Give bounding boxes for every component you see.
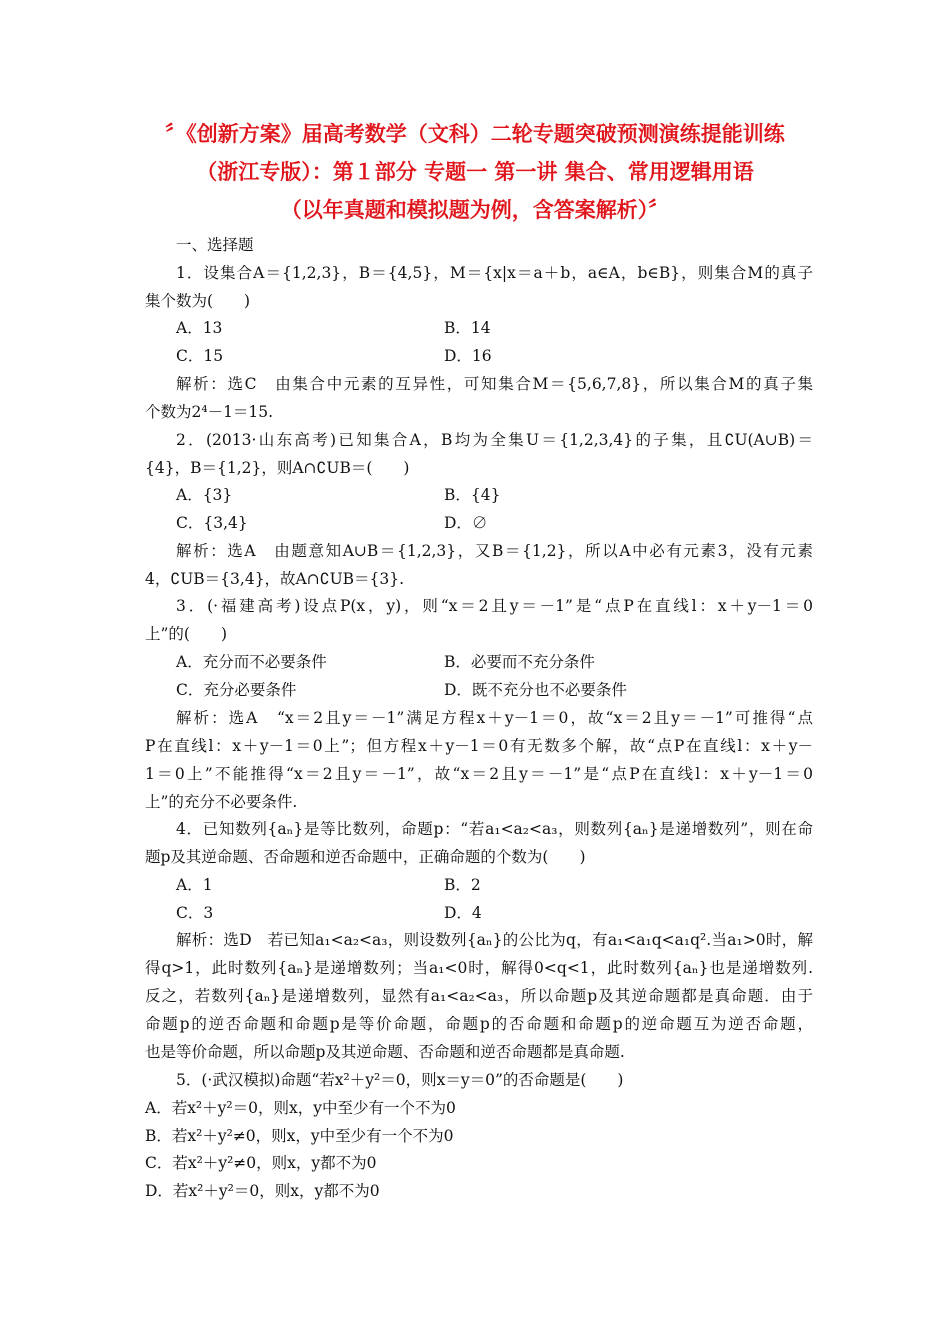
title-line-3: （以年真题和模拟题为例，含答案解析）〞 <box>280 197 670 222</box>
q3-solution-line-4: 上”的充分不必要条件. <box>145 793 298 811</box>
q1-option-c: C．15 <box>176 347 224 365</box>
q1-option-b: B．14 <box>444 319 491 337</box>
q2-option-a: A．{3} <box>176 486 233 504</box>
q2-stem-line-2: {4}，B＝{1,2}，则A∩∁UB＝( ) <box>145 459 410 477</box>
q1-option-a: A．13 <box>176 319 223 337</box>
q4-solution-line-1: 解析：选D 若已知a₁<a₂<a₃，则设数列{aₙ}的公比为q，有a₁<a₁q<a₁q².当a₁>0时，解 <box>176 931 813 949</box>
q1-stem-line-2: 集个数为( ) <box>145 292 251 310</box>
q5-option-c: C．若x²＋y²≠0，则x，y都不为0 <box>145 1154 377 1172</box>
q2-option-c: C．{3,4} <box>176 514 248 532</box>
q3-stem-line-2: 上”的( ) <box>145 625 228 643</box>
section-heading: 一、选择题 <box>176 236 254 254</box>
q5-stem-line-1: 5．(·武汉模拟)命题“若x²＋y²＝0，则x＝y＝0”的否命题是( ) <box>176 1071 624 1089</box>
q4-stem-line-2: 题p及其逆命题、否命题和逆否命题中，正确命题的个数为( ) <box>145 848 586 866</box>
q3-solution-line-2: P在直线l：x＋y－1＝0上”；但方程x＋y－1＝0有无数多个解，故“点P在直线l：x＋y－ <box>145 737 813 755</box>
q4-option-a: A．1 <box>176 876 213 894</box>
q3-option-b: B．必要而不充分条件 <box>444 653 595 671</box>
q5-option-d: D．若x²＋y²＝0，则x，y都不为0 <box>145 1182 380 1200</box>
q3-option-c: C．充分必要条件 <box>176 681 297 699</box>
title-line-1: 〞《创新方案》届高考数学（文科）二轮专题突破预测演练提能训练 <box>165 121 785 146</box>
q3-solution-line-1: 解析：选A “x＝2且y＝－1”满足方程x＋y－1＝0，故“x＝2且y＝－1”可推得“点 <box>176 709 813 727</box>
q4-solution-line-2: 得q>1，此时数列{aₙ}是递增数列；当a₁<0时，解得0<q<1，此时数列{aₙ}也是递增数列. <box>145 959 813 977</box>
q3-stem-line-1: 3．(·福建高考)设点P(x，y)，则“x＝2且y＝－1”是“点P在直线l：x＋y－1＝0 <box>176 597 813 615</box>
q2-option-d: D．∅ <box>444 514 488 532</box>
q2-option-b: B．{4} <box>444 486 501 504</box>
q4-solution-line-4: 命题p的逆否命题和命题p是等价命题，命题p的否命题和命题p的逆命题互为逆否命题， <box>145 1015 813 1033</box>
q1-option-d: D．16 <box>444 347 492 365</box>
q3-option-d: D．既不充分也不必要条件 <box>444 681 627 699</box>
title-line-2: （浙江专版）：第１部分 专题一 第一讲 集合、常用逻辑用语 <box>196 159 754 184</box>
q5-option-b: B．若x²＋y²≠0，则x，y中至少有一个不为0 <box>145 1127 454 1145</box>
q3-option-a: A．充分而不必要条件 <box>176 653 327 671</box>
q4-option-d: D．4 <box>444 904 482 922</box>
q1-stem-line-1: 1．设集合A＝{1,2,3}，B＝{4,5}，M＝{x|x＝a＋b，a∈A，b∈B}，则集合M的真子 <box>176 264 813 282</box>
q2-solution-line-2: 4，∁UB＝{3,4}，故A∩∁UB＝{3}. <box>145 570 405 588</box>
q4-solution-line-3: 反之，若数列{aₙ}是递增数列，显然有a₁<a₂<a₃，所以命题p及其逆命题都是真命题．由于 <box>145 987 813 1005</box>
q1-solution-line-2: 个数为2⁴－1＝15. <box>145 403 274 421</box>
q5-option-a: A．若x²＋y²＝0，则x，y中至少有一个不为0 <box>145 1099 456 1117</box>
q4-solution-line-5: 也是等价命题，所以命题p及其逆命题、否命题和逆否命题都是真命题. <box>145 1043 625 1061</box>
q4-stem-line-1: 4．已知数列{aₙ}是等比数列，命题p：“若a₁<a₂<a₃，则数列{aₙ}是递增数列”，则在命 <box>176 820 813 838</box>
q2-stem-line-1: 2．(2013·山东高考)已知集合A，B均为全集U＝{1,2,3,4}的子集，且∁U(A∪B)＝ <box>176 431 813 449</box>
q4-option-b: B．2 <box>444 876 481 894</box>
q1-solution-line-1: 解析：选C 由集合中元素的互异性，可知集合M＝{5,6,7,8}，所以集合M的真子集 <box>176 375 813 393</box>
q3-solution-line-3: 1＝0上”不能推得“x＝2且y＝－1”，故“x＝2且y＝－1”是“点P在直线l：x＋y－1＝0 <box>145 765 813 783</box>
q4-option-c: C．3 <box>176 904 214 922</box>
q2-solution-line-1: 解析：选A 由题意知A∪B＝{1,2,3}，又B＝{1,2}，所以A中必有元素3，没有元素 <box>176 542 813 560</box>
